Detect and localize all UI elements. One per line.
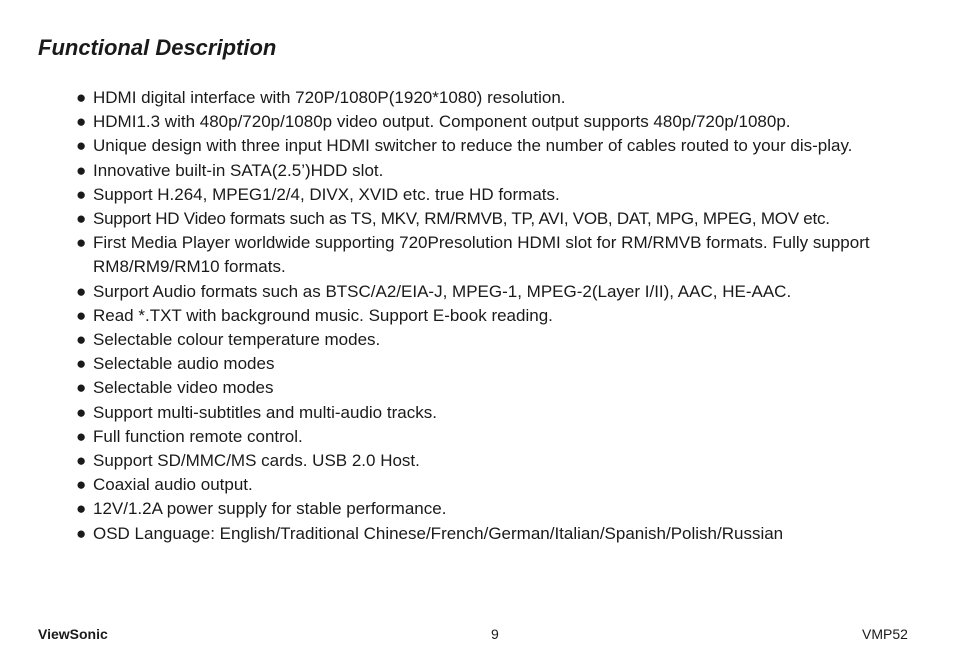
list-item <box>76 401 916 425</box>
list-item-text: HDMI digital interface with 720P/1080P(1920*1080) resolution. <box>93 88 566 107</box>
list-item-text: Innovative built-in SATA(2.5’)HDD slot. <box>93 160 384 180</box>
list-item <box>76 352 916 376</box>
bullet-icon: ● <box>76 209 87 229</box>
bullet-icon: ● <box>76 112 87 132</box>
list-item <box>76 304 916 328</box>
bullet-icon: ● <box>76 354 87 374</box>
list-item-text: Support SD/MMC/MS cards. USB 2.0 Host. <box>93 451 420 471</box>
bullet-icon: ● <box>76 475 87 495</box>
list-item-text: Support HD Video formats such as TS, MKV, RM/RMVB, TP, AVI, VOB, DAT, MPG, MPEG, MOV etc. <box>93 209 830 229</box>
bullet-icon: ● <box>76 378 87 398</box>
bullet-icon: ● <box>76 88 87 107</box>
list-item-text: Surport Audio formats such as BTSC/A2/EIA-J, MPEG-1, MPEG-2(Layer I/II), AAC, HE-AAC. <box>93 281 792 301</box>
bullet-icon: ● <box>76 233 87 253</box>
footer-page-number: 9 <box>491 626 499 642</box>
bullet-icon: ● <box>76 184 87 204</box>
list-item-text: Support multi-subtitles and multi-audio tracks. <box>93 402 437 422</box>
list-item <box>76 231 916 279</box>
bullet-icon: ● <box>76 305 87 325</box>
list-item <box>76 207 916 231</box>
list-item <box>76 328 916 352</box>
list-item-text: Support H.264, MPEG1/2/4, DIVX, XVID etc. true HD formats. <box>93 184 560 204</box>
bullet-icon: ● <box>76 281 87 301</box>
list-item-text: OSD Language: English/Traditional Chinese/French/German/Italian/Spanish/Polish/Russian <box>93 523 784 543</box>
list-item-text: Selectable video modes <box>93 378 274 398</box>
bullet-icon: ● <box>76 402 87 422</box>
list-item-text: Selectable audio modes <box>93 354 275 374</box>
feature-list <box>76 86 916 546</box>
list-item-text: Unique design with three input HDMI switcher to reduce the number of cables routed to your dis-play. <box>93 136 853 156</box>
list-item <box>76 473 916 497</box>
footer-model: VMP52 <box>862 626 908 642</box>
bullet-icon: ● <box>76 523 87 543</box>
list-item <box>76 280 916 304</box>
list-item <box>76 134 916 158</box>
list-item-text: 12V/1.2A power supply for stable performance. <box>93 499 447 519</box>
bullet-icon: ● <box>76 499 87 519</box>
list-item <box>76 522 916 546</box>
list-item-text: Selectable colour temperature modes. <box>93 330 381 350</box>
footer-brand: ViewSonic <box>38 626 108 642</box>
list-item-text: HDMI1.3 with 480p/720p/1080p video output. Component output supports 480p/720p/1080p. <box>93 112 791 132</box>
list-item <box>76 183 916 207</box>
list-item <box>76 86 916 110</box>
list-item-text: First Media Player worldwide supporting 720Presolution HDMI slot for RM/RMVB formats. Fully support RM8/RM9/RM10 formats. <box>93 233 870 277</box>
bullet-icon: ● <box>76 160 87 180</box>
bullet-icon: ● <box>76 136 87 156</box>
page-title: Functional Description <box>38 35 277 60</box>
list-item <box>76 376 916 400</box>
bullet-icon: ● <box>76 330 87 350</box>
list-item <box>76 159 916 183</box>
list-item <box>76 110 916 134</box>
list-item-text: Full function remote control. <box>93 426 303 446</box>
list-item <box>76 425 916 449</box>
list-item-text: Coaxial audio output. <box>93 475 253 495</box>
list-item <box>76 449 916 473</box>
bullet-icon: ● <box>76 426 87 446</box>
list-item-text: Read *.TXT with background music. Support E-book reading. <box>93 305 553 325</box>
list-item <box>76 497 916 521</box>
bullet-icon: ● <box>76 451 87 471</box>
